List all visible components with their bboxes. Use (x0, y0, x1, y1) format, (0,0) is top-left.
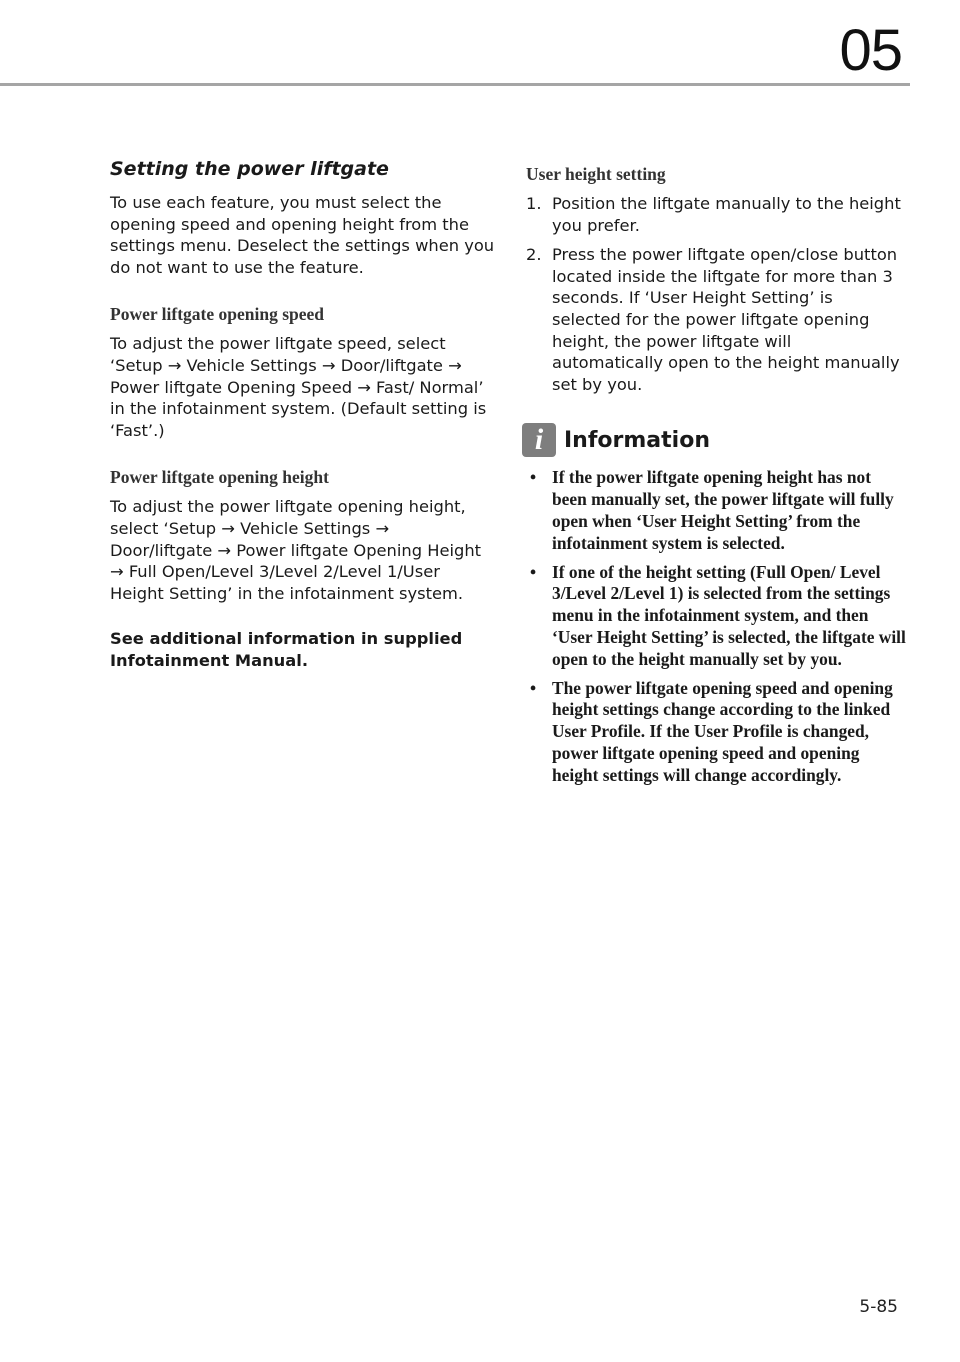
info-icon: i (522, 423, 556, 457)
info-text: The power liftgate opening speed and opening height settings change according to the linked User Profile. If the User Profile is changed, power liftgate opening speed and opening height settings will change accordingly. (552, 677, 893, 785)
info-text: If the power liftgate opening height has not been manually set, the power liftgate will fully open when ‘User Height Setting’ from the infotainment system is selected. (552, 467, 894, 553)
height-paragraph: To adjust the power liftgate opening height, select ‘Setup → Vehicle Settings → Door/liftgate → Power liftgate Opening Height → Full Open/Level 3/Level 2/Level 1/User Height Setting’ in the infotainment system. (110, 497, 482, 603)
step-number: 2. (526, 245, 542, 265)
list-item (526, 678, 906, 787)
list-item (526, 562, 906, 671)
intro-paragraph: To use each feature, you must select the opening speed and opening height from the settings menu. Deselect the settings when you do not want to use the feature. (110, 193, 495, 277)
information-title: Information (564, 427, 710, 453)
page-number: 5-85 (859, 1297, 898, 1317)
info-text: If one of the height setting (Full Open/ Level 3/Level 2/Level 1) is selected from the settings menu in the infotainment system, and then ‘User Height Setting’ is selected, the liftgate will open to the height manually set by you. (552, 561, 906, 669)
speed-paragraph: To adjust the power liftgate speed, select ‘Setup → Vehicle Settings → Door/liftgate → Power liftgate Opening Speed → Fast/ Normal’ in the infotainment system. (Default setting is ‘Fast’.) (110, 334, 487, 440)
step-number: 1. (526, 194, 542, 213)
infotainment-note: See additional information in supplied Infotainment Manual. (110, 629, 463, 670)
bullet-icon: • (530, 677, 537, 698)
bullet-icon: • (530, 561, 537, 582)
left-column (110, 158, 495, 688)
step-text: Position the liftgate manually to the height you prefer. (552, 194, 901, 235)
step-text: Press the power liftgate open/close button located inside the liftgate for more than 3 seconds. If ‘User Height Setting’ is selected for the power liftgate opening height, the power liftgate will automatically open to the height manually set by you. (552, 245, 900, 394)
chapter-number: 05 (839, 18, 902, 83)
section-heading: Setting the power liftgate (110, 158, 389, 180)
list-item (526, 467, 906, 554)
list-item (526, 193, 906, 236)
bullet-icon: • (530, 467, 537, 488)
height-heading: Power liftgate opening height (110, 467, 329, 488)
information-list (526, 467, 906, 786)
information-header (522, 423, 906, 457)
user-height-heading: User height setting (526, 164, 666, 184)
speed-heading: Power liftgate opening speed (110, 304, 325, 325)
steps-list (526, 193, 906, 395)
list-item (526, 244, 906, 395)
header-divider (0, 83, 910, 86)
right-column (526, 158, 906, 794)
